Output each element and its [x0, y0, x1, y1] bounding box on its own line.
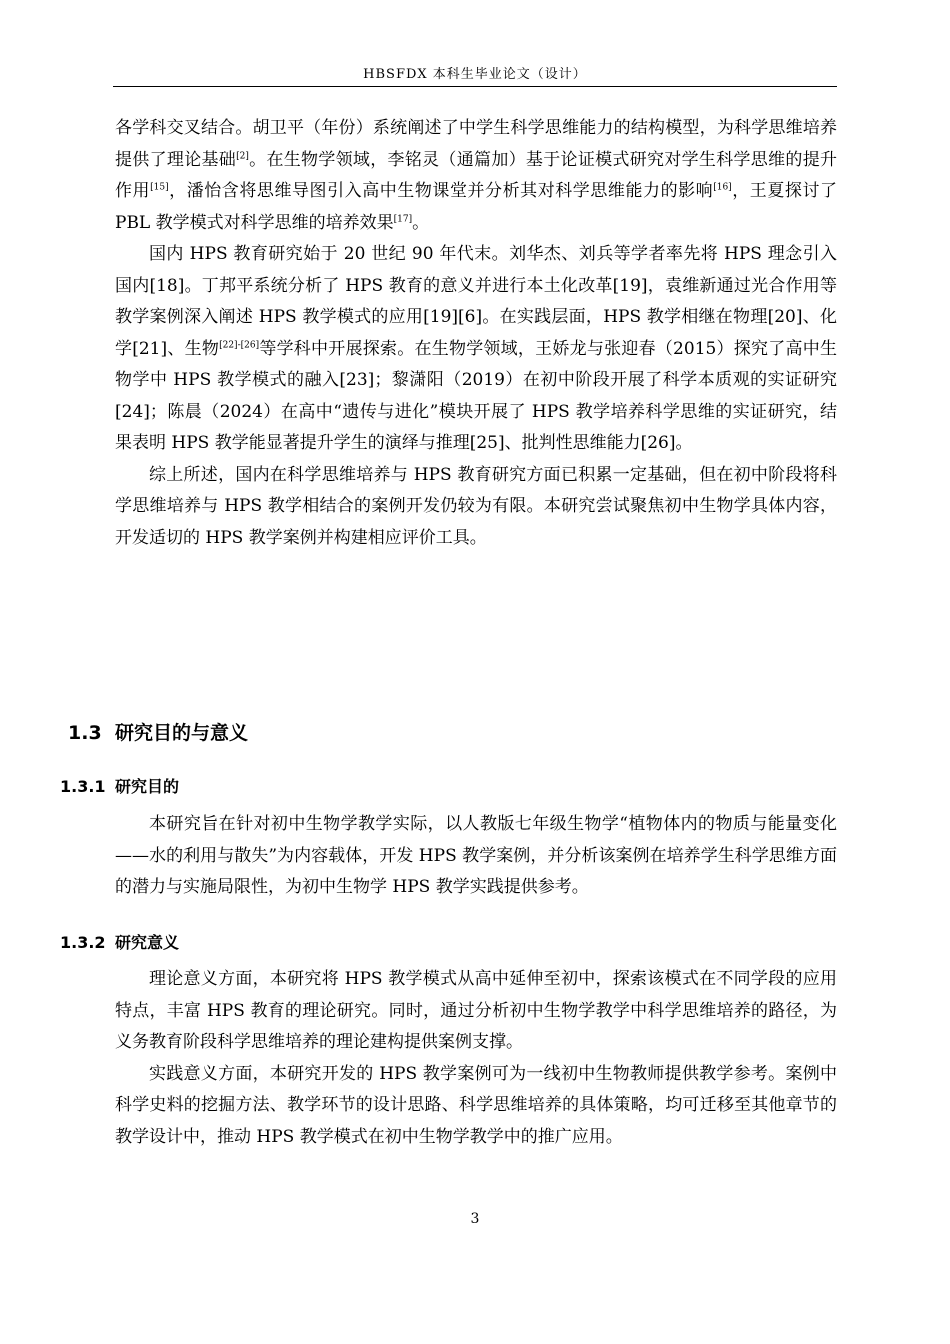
- citation-22-26: [22]-[26]: [219, 340, 260, 351]
- subsection-heading-1-3-2: [60, 931, 179, 955]
- subsection-heading-1-3-1: [60, 775, 179, 799]
- paragraph-1-text-d: ，王夏探讨了 PBL 教学模式对科学思维的培养效果: [115, 181, 838, 233]
- paragraph-1-text-a: 各学科交叉结合。胡卫平（年份）系统阐述了中学生科学思维能力的结构模型，为科学思维培养提供了理论基础: [115, 118, 837, 170]
- paragraph-2-text-b: 等学科中开展探索。在生物学领域，王娇龙与张迎春（2015）探究了高中生物学中 HPS 教学模式的融入[23]；黎潇阳（2019）在初中阶段开展了科学本质观的实证研究[24]；陈晨（2024）在高中“遗传与进化”模块开展了 HPS 教学培养科学思维的实证研究，结果表明 HPS 教学能显著提升学生的演绎与推理[25]、批判性思维能力[26]。: [115, 338, 837, 453]
- theory-significance-paragraph: 理论意义方面，本研究将 HPS 教学模式从高中延伸至初中，探索该模式在不同学段的应用特点，丰富 HPS 教育的理论研究。同时，通过分析初中生物学教学中科学思维培养的路径，为义务教育阶段科学思维培养的理论建构提供案例支撑。: [115, 969, 837, 1052]
- body-text-top: [115, 113, 837, 554]
- citation-2: [2]: [236, 151, 249, 162]
- paragraph-1-text-e: 。: [412, 212, 430, 233]
- subsection-title: 研究意义: [115, 933, 180, 952]
- paragraph-3: 综上所述，国内在科学思维培养与 HPS 教育研究方面已积累一定基础，但在初中阶段将科学思维培养与 HPS 教学相结合的案例开发仍较为有限。本研究尝试聚焦初中生物学具体内容，开发适切的 HPS 教学案例并构建相应评价工具。: [115, 464, 837, 548]
- practice-significance-paragraph: 实践意义方面，本研究开发的 HPS 教学案例可为一线初中生物教师提供教学参考。案例中科学史料的挖掘方法、教学环节的设计思路、科学思维培养的具体策略，均可迁移至其他章节的教学设计中，推动 HPS 教学模式在初中生物学教学中的推广应用。: [115, 1063, 837, 1147]
- research-purpose-paragraph: 本研究旨在针对初中生物学教学实际，以人教版七年级生物学“植物体内的物质与能量变化——水的利用与散失”为内容载体，开发 HPS 教学案例，并分析该案例在培养学生科学思维方面的潜力与实施局限性，为初中生物学 HPS 教学实践提供参考。: [115, 814, 837, 897]
- paragraph-1-text-b: 。在生物学领域，李铭灵（通篇加）基于论证模式研究对学生科学思维的提升作用: [115, 149, 838, 201]
- running-header: HBSFDX 本科生毕业论文（设计）: [363, 67, 587, 82]
- paragraph-2-text-a: 国内 HPS 教育研究始于 20 世纪 90 年代末。刘华杰、刘兵等学者率先将 HPS 理念引入国内[18]。丁邦平系统分析了 HPS 教育的意义并进行本土化改革[19]，袁维新通过光合作用等教学案例深入阐述 HPS 教学模式的应用[19][6]。在实践层面，HPS 教学相继在物理[20]、化学[21]、生物: [115, 244, 837, 359]
- section-title: 研究目的与意义: [115, 722, 249, 744]
- research-purpose-body: [115, 809, 837, 904]
- page-number: 3: [470, 1211, 480, 1227]
- subsection-title: 研究目的: [115, 777, 180, 796]
- paragraph-1: [115, 113, 837, 239]
- section-number: 1.3: [68, 722, 102, 744]
- header-rule: [113, 86, 837, 87]
- citation-17: [17]: [393, 214, 413, 225]
- paragraph-2: [115, 239, 837, 460]
- research-significance-body: [115, 964, 837, 1153]
- citation-16: [16]: [713, 182, 732, 193]
- citation-15: [15]: [150, 182, 169, 193]
- section-heading-1-3: [68, 719, 248, 747]
- subsection-number: 1.3.2: [60, 933, 106, 952]
- paragraph-1-text-c: ，潘怡含将思维导图引入高中生物课堂并分析其对科学思维能力的影响: [168, 181, 714, 201]
- subsection-number: 1.3.1: [60, 777, 106, 796]
